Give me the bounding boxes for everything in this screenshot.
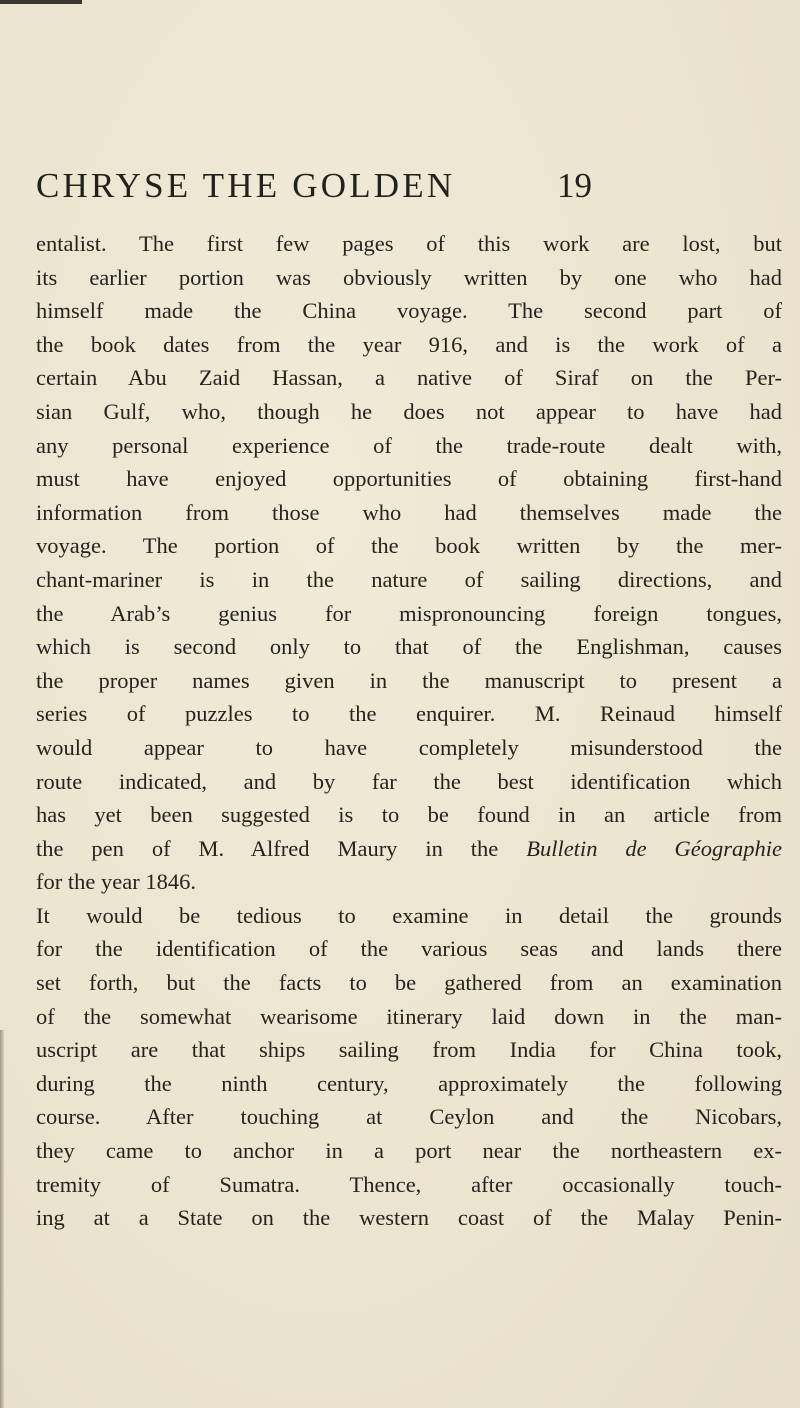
- text-line: the proper names given in the manuscript to present a: [36, 667, 782, 693]
- text-line: tremity of Sumatra. Thence, after occasionally touch-: [36, 1171, 782, 1197]
- text-line: sian Gulf, who, though he does not appear to have had: [36, 398, 782, 424]
- text-line: for the identification of the various seas and lands there: [36, 936, 782, 962]
- text-line: It would be tedious to examine in detail the grounds: [36, 902, 782, 928]
- text-line-start: the pen of M. Alfred Maury in the: [36, 835, 527, 861]
- text-line: the book dates from the year 916, and is the work of a: [36, 331, 782, 357]
- text-line: entalist. The first few pages of this work are lost, but: [36, 231, 782, 256]
- journal-title: Bulletin de Géographie: [526, 835, 783, 861]
- page-number: 19: [557, 166, 592, 205]
- text-line: himself made the China voyage. The second part of: [36, 298, 782, 324]
- text-line: set forth, but the facts to be gathered from an examination: [36, 970, 782, 996]
- text-line: voyage. The portion of the book written by the mer-: [36, 533, 782, 559]
- text-line-with-title: [36, 832, 782, 866]
- page-edge-shadow: [0, 1030, 4, 1408]
- text-line: which is second only to that of the Englishman, causes: [36, 634, 782, 660]
- text-line: course. After touching at Ceylon and the Nicobars,: [36, 1104, 782, 1130]
- text-line: during the ninth century, approximately the following: [36, 1070, 782, 1096]
- page-header: [36, 166, 736, 212]
- text-line: the Arab’s genius for mispronouncing foreign tongues,: [36, 600, 782, 626]
- text-line: its earlier portion was obviously written by one who had: [36, 264, 782, 290]
- text-line: would appear to have completely misunderstood the: [36, 734, 782, 760]
- text-line: chant-mariner is in the nature of sailing directions, and: [36, 566, 782, 592]
- body-text: [36, 227, 782, 1235]
- text-line: they came to anchor in a port near the northeastern ex-: [36, 1138, 782, 1164]
- text-line: route indicated, and by far the best identification which: [36, 768, 782, 794]
- text-line: ing at a State on the western coast of the Malay Penin-: [36, 1205, 782, 1231]
- text-line: information from those who had themselves made the: [36, 499, 782, 525]
- text-line: of the somewhat wearisome itinerary laid down in the man-: [36, 1003, 782, 1029]
- text-line: series of puzzles to the enquirer. M. Reinaud himself: [36, 701, 782, 727]
- paragraph-end-line: for the year 1846.: [36, 869, 196, 895]
- text-line: certain Abu Zaid Hassan, a native of Siraf on the Per-: [36, 365, 782, 391]
- text-line: any personal experience of the trade-route dealt with,: [36, 432, 782, 458]
- top-edge-rule: [0, 0, 82, 4]
- text-line: uscript are that ships sailing from India for China took,: [36, 1037, 782, 1063]
- running-head: CHRYSE THE GOLDEN: [36, 166, 456, 205]
- text-line: has yet been suggested is to be found in an article from: [36, 802, 782, 828]
- text-line: must have enjoyed opportunities of obtaining first-hand: [36, 466, 782, 492]
